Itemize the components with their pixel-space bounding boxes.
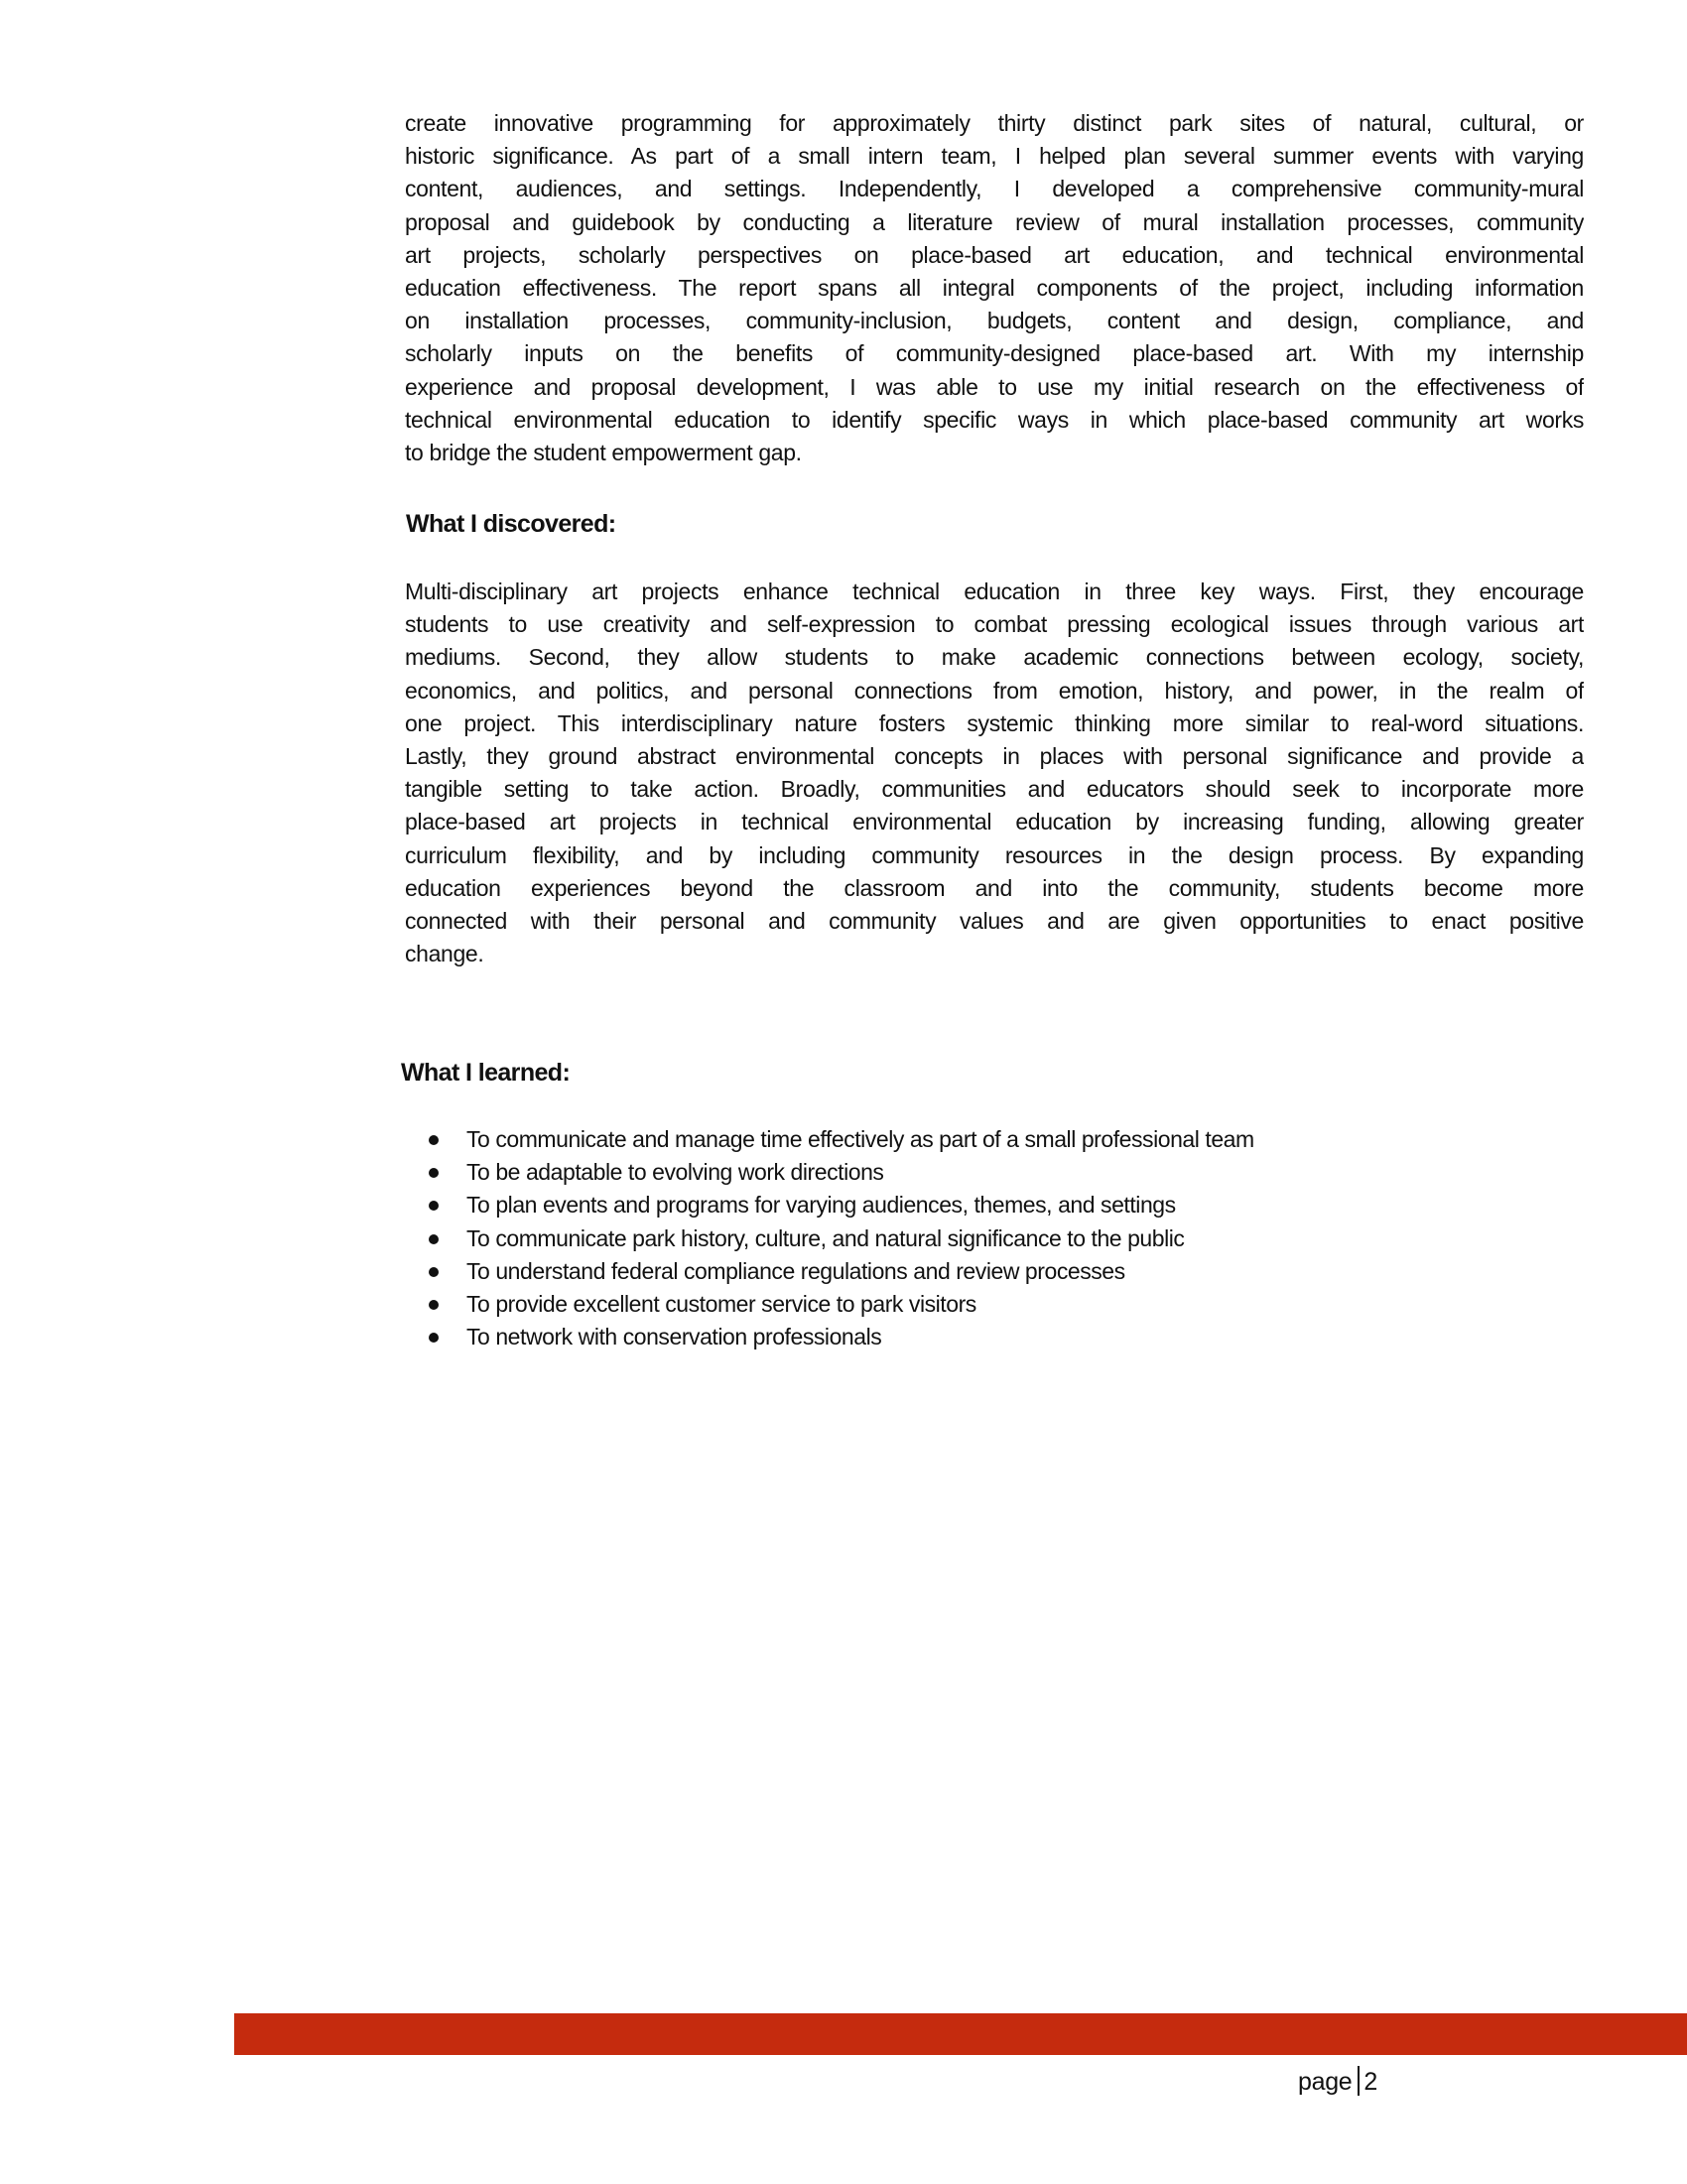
paragraph-line: Lastly, they ground abstract environmental concepts in places with personal significance and provide a [405, 742, 1584, 769]
paragraph-line: to bridge the student empowerment gap. [405, 439, 802, 465]
discovered-paragraph [405, 576, 1584, 970]
page-number-value: 2 [1363, 2068, 1378, 2096]
bullet-icon [429, 1135, 439, 1145]
paragraph-line: content, audiences, and settings. Independently, I developed a comprehensive community-mural [405, 176, 1584, 202]
intro-paragraph [405, 107, 1584, 469]
paragraph-line: education effectiveness. The report spans all integral components of the project, including information [405, 274, 1584, 301]
page-separator [1358, 2066, 1360, 2096]
list-item [427, 1222, 1254, 1255]
learned-list [427, 1123, 1254, 1353]
bullet-icon [429, 1333, 439, 1343]
paragraph-line: one project. This interdisciplinary nature fosters systemic thinking more similar to real-word situations. [405, 709, 1584, 736]
paragraph-line: experience and proposal development, I was able to use my initial research on the effectiveness of [405, 373, 1584, 400]
paragraph-line: tangible setting to take action. Broadly, communities and educators should seek to incorporate more [405, 776, 1584, 803]
bullet-icon [429, 1234, 439, 1244]
page-label: page [1298, 2068, 1353, 2096]
paragraph-line: on installation processes, community-inclusion, budgets, content and design, compliance, and [405, 308, 1584, 334]
list-item [427, 1123, 1254, 1156]
list-item [427, 1189, 1254, 1221]
paragraph-line: place-based art projects in technical environmental education by increasing funding, allowing greater [405, 809, 1584, 835]
list-item-text: To communicate and manage time effectively as part of a small professional team [466, 1126, 1254, 1152]
list-item-text: To communicate park history, culture, and natural significance to the public [466, 1224, 1185, 1251]
paragraph-line: mediums. Second, they allow students to make academic connections between ecology, society, [405, 644, 1584, 671]
learned-heading: What I learned: [401, 1059, 571, 1087]
paragraph-line: art projects, scholarly perspectives on place-based art education, and technical environmental [405, 241, 1584, 268]
paragraph-line: scholarly inputs on the benefits of community-designed place-based art. With my internship [405, 340, 1584, 367]
footer-accent-bar [234, 2013, 1687, 2055]
paragraph-line: change. [405, 941, 484, 967]
list-item [427, 1255, 1254, 1288]
paragraph-line: connected with their personal and community values and are given opportunities to enact positive [405, 907, 1584, 934]
bullet-icon [429, 1267, 439, 1277]
paragraph-line: historic significance. As part of a small intern team, I helped plan several summer events with varying [405, 143, 1584, 170]
paragraph-line: education experiences beyond the classroom and into the community, students become more [405, 874, 1584, 901]
list-item [427, 1321, 1254, 1353]
bullet-icon [429, 1300, 439, 1310]
paragraph-line: Multi-disciplinary art projects enhance technical education in three key ways. First, they encourage [405, 578, 1584, 604]
discovered-heading: What I discovered: [406, 510, 616, 538]
paragraph-line: curriculum flexibility, and by including community resources in the design process. By expanding [405, 841, 1584, 868]
paragraph-line: economics, and politics, and personal connections from emotion, history, and power, in the realm of [405, 677, 1584, 704]
list-item-text: To plan events and programs for varying audiences, themes, and settings [466, 1192, 1176, 1219]
bullet-icon [429, 1168, 439, 1178]
list-item [427, 1288, 1254, 1321]
list-item-text: To be adaptable to evolving work directions [466, 1159, 884, 1186]
list-item [427, 1156, 1254, 1189]
list-item-text: To provide excellent customer service to park visitors [466, 1290, 976, 1317]
paragraph-line: students to use creativity and self-expression to combat pressing ecological issues through various art [405, 611, 1584, 638]
paragraph-line: proposal and guidebook by conducting a literature review of mural installation processes, community [405, 208, 1584, 235]
list-item-text: To understand federal compliance regulations and review processes [466, 1257, 1125, 1284]
list-item-text: To network with conservation professionals [466, 1324, 882, 1350]
paragraph-line: technical environmental education to identify specific ways in which place-based community art works [405, 406, 1584, 433]
bullet-icon [429, 1201, 439, 1211]
page-number [1298, 2066, 1377, 2097]
paragraph-line: create innovative programming for approximately thirty distinct park sites of natural, cultural, or [405, 110, 1584, 136]
